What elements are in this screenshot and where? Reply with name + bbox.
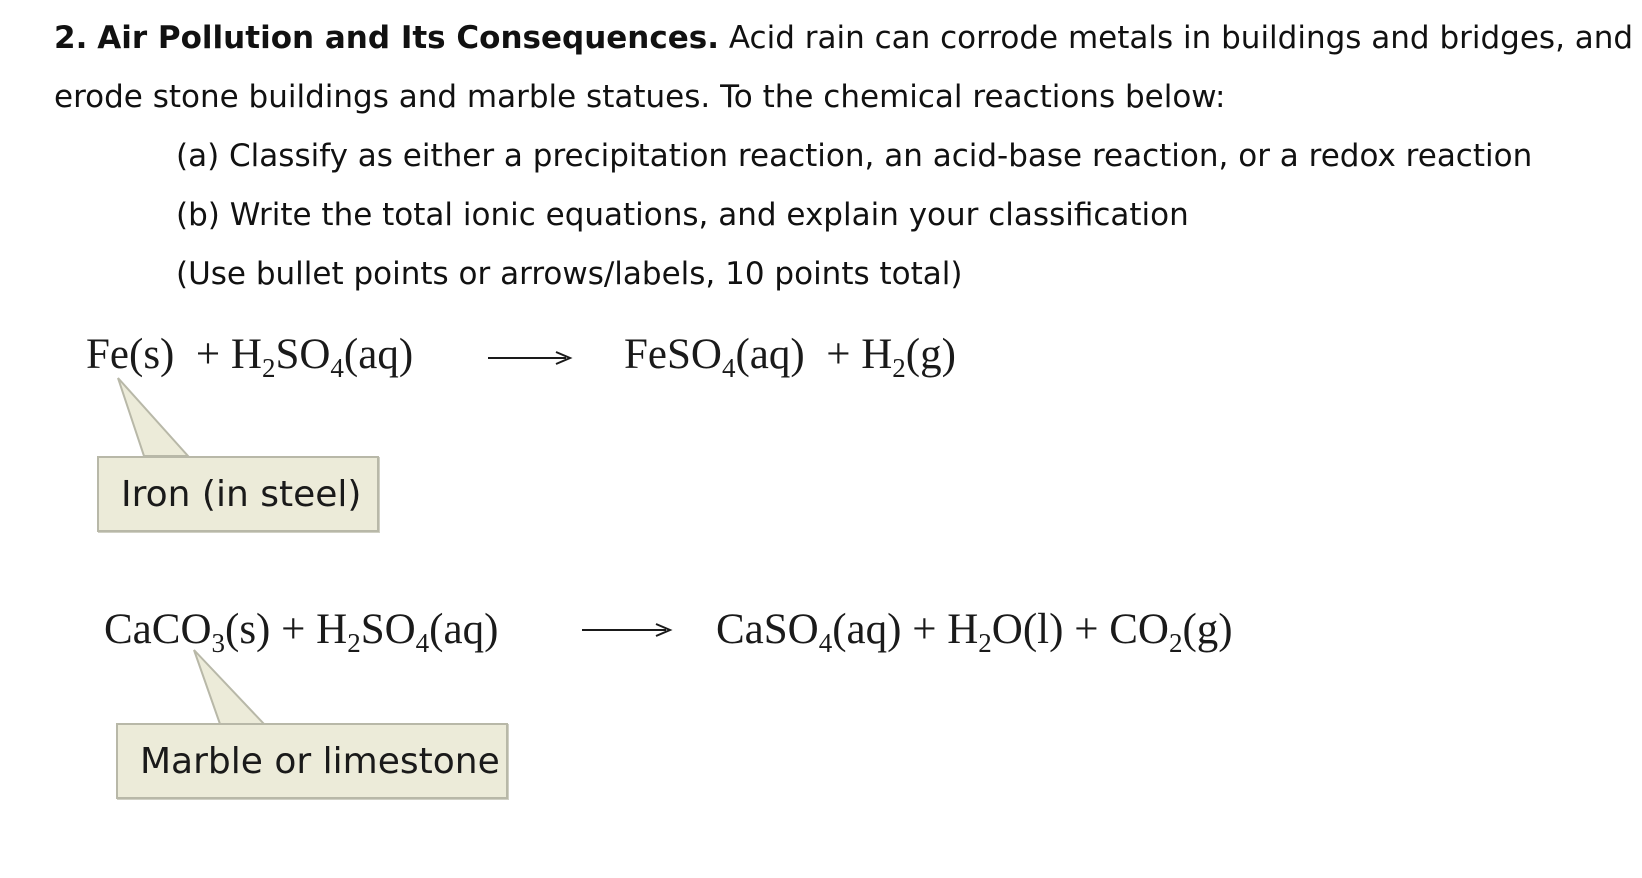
reaction1-reactant-iron: Fe(s) [86,331,175,378]
question-part-b: (b) Write the total ionic equations, and explain your classification [176,197,1189,233]
reaction2-plus-3: + [1074,606,1099,653]
reaction1-products [624,330,956,383]
reaction1-product-hydrogen: $H_2(g)$ [861,331,956,383]
reaction1-plus-2: + [826,331,851,378]
reaction1-arrow-icon [486,348,576,368]
reaction1-product-iron-sulfate: FeSO$_4$(aq) [624,331,805,383]
reaction2-products [716,605,1233,658]
reaction1-callout-label: Iron (in steel) [121,473,362,515]
reaction2-callout-label: Marble or limestone [140,740,500,782]
question-number: 2. [54,20,88,56]
question-part-a: (a) Classify as either a precipitation reaction, an acid-base reaction, or a redox reaction [176,138,1533,174]
reaction2-callout-pointer-icon [176,648,276,730]
question-line-1 [54,18,1633,58]
question-instructions: (Use bullet points or arrows/labels, 10 points total) [176,256,963,292]
question-title: Air Pollution and Its Consequences. [97,20,720,56]
reaction2-plus-2: + [912,606,937,653]
question-intro-2: erode stone buildings and marble statues. To the chemical reactions below: [54,79,1226,115]
reaction2-product-calcium-sulfate: CaSO$_4$(aq) [716,606,902,658]
reaction2-callout [116,723,508,799]
reaction2-plus-1: + [281,606,306,653]
reaction2-reactant-calcium-carbonate: CaCO$_3$(s) [104,606,271,658]
reaction1-callout-pointer-icon [96,376,206,462]
reaction1-plus-1: + [195,331,221,378]
reaction2-product-water: $H_2O(l)$ [947,606,1064,658]
reaction1-callout [97,456,379,532]
reaction2-reactants [104,605,499,658]
reaction2-product-carbon-dioxide: $CO_2(g)$ [1109,606,1233,658]
reaction2-reactant-sulfuric-acid: $H_2SO_4(aq)$ [316,606,499,658]
reaction1-reactants [86,330,414,383]
reaction1-reactant-sulfuric-acid: $H_2SO_4(aq)$ [230,331,414,383]
question-intro-1: Acid rain can corrode metals in buildings and bridges, and [728,20,1634,56]
reaction2-arrow-icon [580,620,680,640]
